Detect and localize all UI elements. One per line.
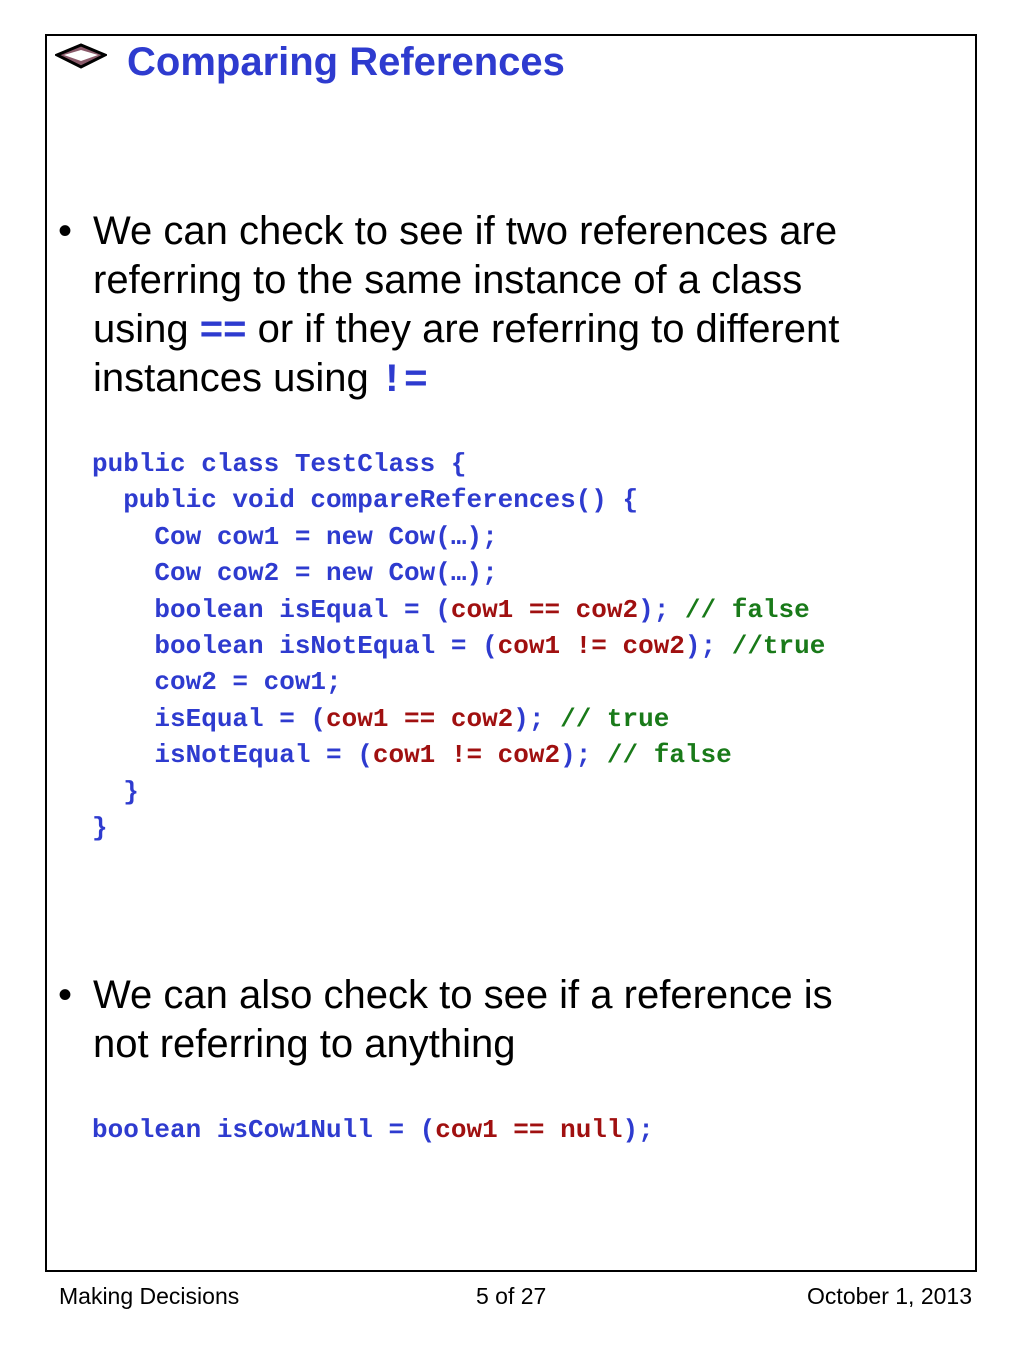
code-comment: // true xyxy=(560,703,670,734)
code-token: cow2 = cow1; xyxy=(92,667,342,698)
code-token: public class TestClass { xyxy=(92,449,467,479)
bullet-item-references xyxy=(58,207,958,407)
code-line xyxy=(92,592,825,628)
bullet-line: We can check to see if two references are xyxy=(93,209,838,253)
code-comment: // false xyxy=(684,594,810,625)
footer-date: October 1, 2013 xyxy=(807,1283,972,1309)
equality-operator: == xyxy=(199,307,247,351)
code-token: ); xyxy=(622,1115,654,1145)
bullet-item-null-check xyxy=(58,971,958,1071)
code-token: ); xyxy=(684,630,732,661)
code-line xyxy=(92,519,825,555)
text-run: or if they are referring to different xyxy=(246,307,840,351)
bullet-line: We can also check to see if a reference is xyxy=(93,973,833,1017)
code-line xyxy=(92,664,825,700)
code-expression: cow1 != cow2 xyxy=(497,630,685,661)
code-token: ); xyxy=(560,740,607,771)
code-line xyxy=(92,774,825,810)
code-token: Cow cow1 = new Cow(…); xyxy=(92,521,498,552)
code-line xyxy=(92,446,825,482)
code-line xyxy=(92,810,825,846)
text-run: using xyxy=(93,307,200,351)
code-line xyxy=(92,737,825,773)
footer-page-number: 5 of 27 xyxy=(476,1283,547,1309)
code-token: isNotEqual = ( xyxy=(92,740,373,771)
code-token: } xyxy=(92,776,139,807)
code-expression: cow1 == null xyxy=(435,1115,623,1145)
bullet-line: referring to the same instance of a class xyxy=(93,258,803,302)
bullet-line xyxy=(93,354,839,406)
diamond-bullet-icon xyxy=(55,42,107,72)
code-token: ); xyxy=(638,594,685,625)
code-token: boolean isNotEqual = ( xyxy=(92,630,498,661)
code-token: boolean isEqual = ( xyxy=(92,594,451,625)
code-expression: cow1 != cow2 xyxy=(372,740,561,771)
code-line xyxy=(92,701,825,737)
code-line xyxy=(92,628,825,664)
code-token: boolean isCow1Null = ( xyxy=(92,1115,436,1145)
code-token: isEqual = ( xyxy=(92,703,327,734)
code-expression: cow1 == cow2 xyxy=(326,703,514,734)
bullet-text xyxy=(93,971,833,1069)
bullet-text xyxy=(93,207,839,406)
code-comment: //true xyxy=(731,630,826,661)
bullet-marker: • xyxy=(58,973,73,1017)
footer-left: Making Decisions xyxy=(59,1283,240,1309)
text-run: instances using xyxy=(93,356,380,400)
bullet-marker: • xyxy=(58,209,73,253)
code-block-compare-references xyxy=(92,446,825,846)
inequality-operator: != xyxy=(379,359,428,404)
code-token: ); xyxy=(513,703,561,734)
code-block-null-check xyxy=(92,1112,654,1148)
slide-title: Comparing References xyxy=(127,40,565,84)
code-line xyxy=(92,1112,654,1148)
code-token: Cow cow2 = new Cow(…); xyxy=(92,558,498,589)
code-token: public void compareReferences() { xyxy=(92,485,639,516)
code-token: } xyxy=(92,812,108,843)
code-line xyxy=(92,482,825,518)
code-expression: cow1 == cow2 xyxy=(450,594,639,625)
bullet-line: not referring to anything xyxy=(93,1022,516,1066)
bullet-line xyxy=(93,305,839,354)
code-line xyxy=(92,555,825,591)
code-comment: // false xyxy=(606,740,732,771)
